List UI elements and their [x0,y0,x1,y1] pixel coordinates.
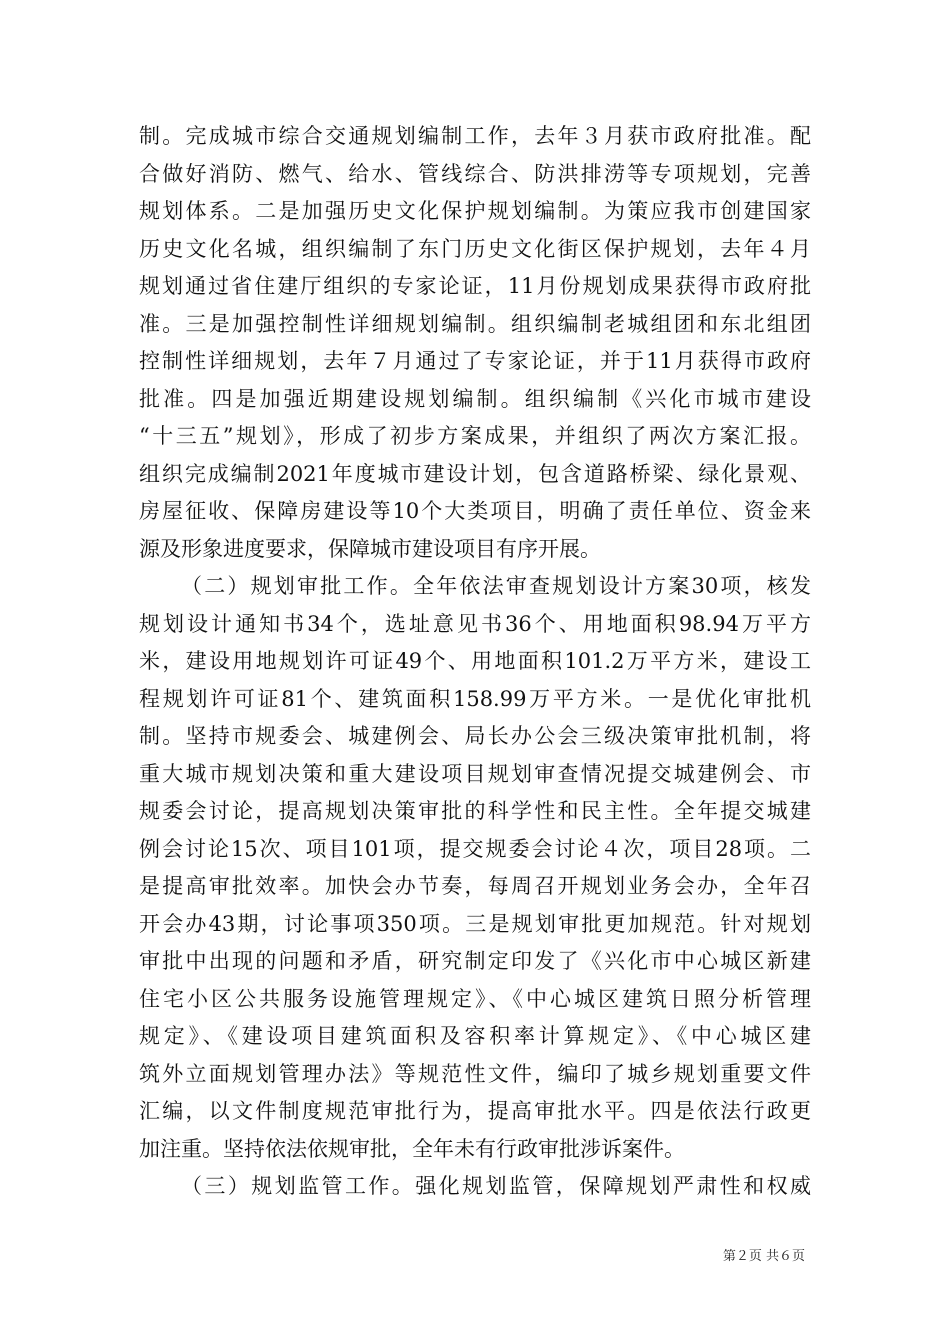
text-line: 规划体系。二是加强历史文化保护规划编制。为策应我市创建国家 [139,199,811,223]
text-line: 准。三是加强控制性详细规划编制。组织编制老城组团和东北组团 [139,311,811,336]
text-line: 组织完成编制2021年度城市建设计划，包含道路桥梁、绿化景观、 [139,461,811,486]
text-line: 房屋征收、保障房建设等10个大类项目，明确了责任单位、资金来 [139,499,811,523]
text-line: 加注重。坚持依法依规审批，全年未有行政审批涉诉案件。 [139,1136,685,1161]
text-line: 控制性详细规划，去年７月通过了专家论证，并于11月获得市政府 [139,349,811,373]
text-line: 历史文化名城，组织编制了东门历史文化街区保护规划，去年４月 [139,236,811,261]
section-heading-line: （三）规划监管工作。强化规划监管，保障规划严肃性和权威 [181,1174,811,1198]
text-line: 规委会讨论，提高规划决策审批的科学性和民主性。全年提交城建 [139,799,811,823]
text-line: 例会讨论15次、项目101项，提交规委会讨论４次，项目28项。二 [139,836,811,861]
text-line: 规定》、《建设项目建筑面积及容积率计算规定》、《中心城区建 [139,1024,811,1048]
page-number: 第２页 共６页 [722,1249,805,1264]
text-line: 规划设计通知书34个，选址意见书36个、用地面积98.94万平方 [139,611,811,636]
text-line: 批准。四是加强近期建设规划编制。组织编制《兴化市城市建设 [139,386,811,411]
text-line: 米，建设用地规划许可证49个、用地面积101.2万平方米，建设工 [139,649,811,673]
text-line: 开会办43期，讨论事项350项。三是规划审批更加规范。针对规划 [139,911,811,936]
text-line: 汇编，以文件制度规范审批行为，提高审批水平。四是依法行政更 [139,1099,811,1123]
text-line: 是提高审批效率。加快会办节奏，每周召开规划业务会办，全年召 [139,874,811,898]
text-line: 源及形象进度要求，保障城市建设项目有序开展。 [139,536,601,561]
text-line: 住宅小区公共服务设施管理规定》、《中心城区建筑日照分析管理 [139,986,811,1011]
text-line: 审批中出现的问题和矛盾，研究制定印发了《兴化市中心城区新建 [139,949,811,973]
body-text [139,118,811,1206]
text-line: 合做好消防、燃气、给水、管线综合、防洪排涝等专项规划，完善 [139,161,811,186]
text-line: “十三五”规划》，形成了初步方案成果，并组织了两次方案汇报。 [139,424,811,448]
section-heading-line: （二）规划审批工作。全年依法审查规划设计方案30项，核发 [181,574,811,598]
text-line: 筑外立面规划管理办法》等规范性文件，编印了城乡规划重要文件 [139,1061,811,1086]
text-line: 制。完成城市综合交通规划编制工作，去年３月获市政府批准。配 [139,124,811,148]
text-line: 制。坚持市规委会、城建例会、局长办公会三级决策审批机制，将 [139,724,811,748]
text-line: 重大城市规划决策和重大建设项目规划审查情况提交城建例会、市 [139,761,811,786]
text-line: 规划通过省住建厅组织的专家论证，11月份规划成果获得市政府批 [139,274,811,298]
text-line: 程规划许可证81个、建筑面积158.99万平方米。一是优化审批机 [139,686,811,711]
